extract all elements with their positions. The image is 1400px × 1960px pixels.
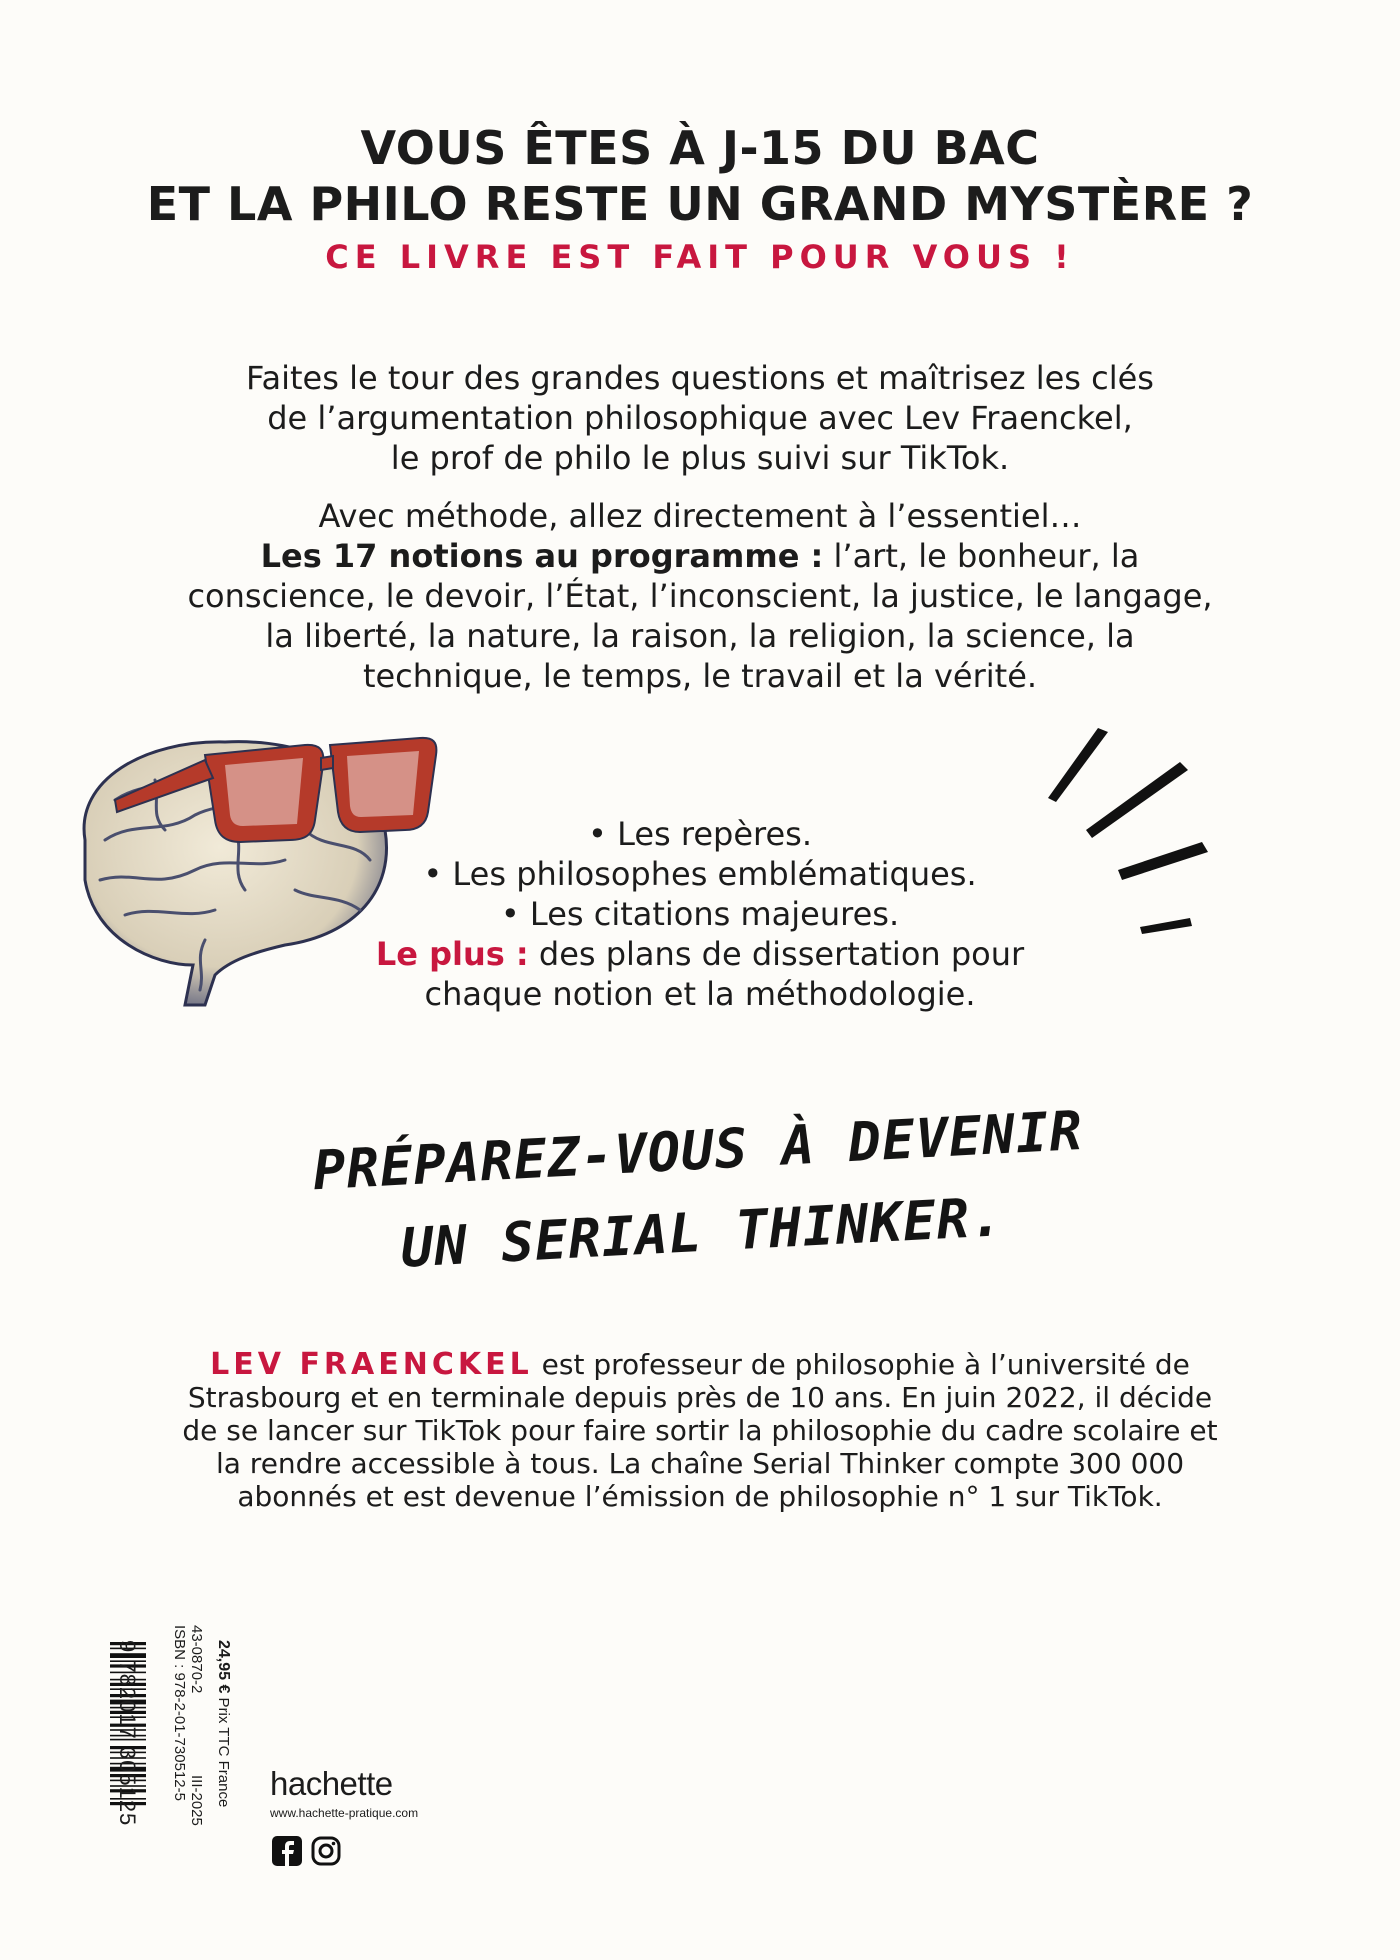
price-note: Prix TTC France: [215, 1693, 232, 1808]
price-block: [214, 1640, 232, 1807]
notions-label: Les 17 notions au programme :: [260, 537, 824, 575]
author-bio-text: est professeur de philosophie à l’université de Strasbourg et en terminale depuis près de 10 ans. En juin 2022, il décide de se lancer sur TikTok pour faire sortir la philosophie du cadre scolaire et la rendre accessible à tous. La chaîne Serial Thinker compte 300 000 abonnés et est devenue l’émission de philosophie n° 1 sur TikTok.: [182, 1348, 1218, 1513]
headline-line-2: ET LA PHILO RESTE UN GRAND MYSTÈRE ?: [146, 177, 1254, 231]
intro-line-2: de l’argumentation philosophique avec Lev Fraenckel,: [267, 399, 1133, 437]
features-list: [340, 814, 1060, 1014]
tagline: CE LIVRE EST FAIT POUR VOUS !: [325, 238, 1075, 276]
edition-code: III-2025: [188, 1775, 205, 1826]
barcode-digits: 9 782017 305125: [115, 1640, 140, 1827]
feature-plus: [340, 934, 1060, 1014]
feature-item-reperes: • Les repères.: [588, 815, 812, 853]
facebook-icon: [272, 1836, 302, 1866]
publisher-url: www.hachette-pratique.com: [270, 1806, 419, 1820]
social-icons: [272, 1836, 341, 1866]
emphasis-strokes: [1030, 720, 1220, 940]
notions-text: l’art, le bonheur, la conscience, le devoir, l’État, l’inconscient, la justice, le langage, la liberté, la nature, la raison, la religion, la science, la technique, le temps, le travail et la vérité.: [187, 537, 1213, 695]
method-lead: Avec méthode, allez directement à l’essentiel…: [318, 497, 1082, 535]
notions-paragraph: [180, 496, 1220, 696]
author-name: LEV FRAENCKEL: [210, 1347, 533, 1382]
intro-line-3: le prof de philo le plus suivi sur TikTok.: [390, 439, 1010, 477]
intro-line-1: Faites le tour des grandes questions et maîtrisez les clés: [246, 359, 1154, 397]
slogan-line-2: UN SERIAL THINKER.: [399, 1185, 1005, 1280]
headline: [0, 120, 1400, 232]
slogan: [246, 1087, 1153, 1298]
isbn-text: ISBN : 978-2-01-730512-5: [171, 1625, 188, 1801]
price: 24,95 €: [215, 1640, 232, 1694]
ref-code: 43-0870-2: [188, 1625, 205, 1694]
slogan-line-1: PRÉPAREZ-VOUS À DEVENIR: [311, 1098, 1085, 1203]
notions-list: [180, 536, 1220, 696]
instagram-icon: [311, 1836, 341, 1866]
intro-paragraph: [140, 358, 1260, 478]
author-bio: [170, 1348, 1230, 1513]
headline-line-1: VOUS ÊTES À J-15 DU BAC: [360, 121, 1040, 175]
plus-text: des plans de dissertation pour chaque notion et la méthodologie.: [424, 935, 1025, 1013]
feature-item-philosophes: • Les philosophes emblématiques.: [423, 855, 977, 893]
plus-label: Le plus :: [375, 935, 529, 973]
publisher-logo: hachette: [270, 1765, 393, 1802]
feature-item-citations: • Les citations majeures.: [500, 895, 900, 933]
